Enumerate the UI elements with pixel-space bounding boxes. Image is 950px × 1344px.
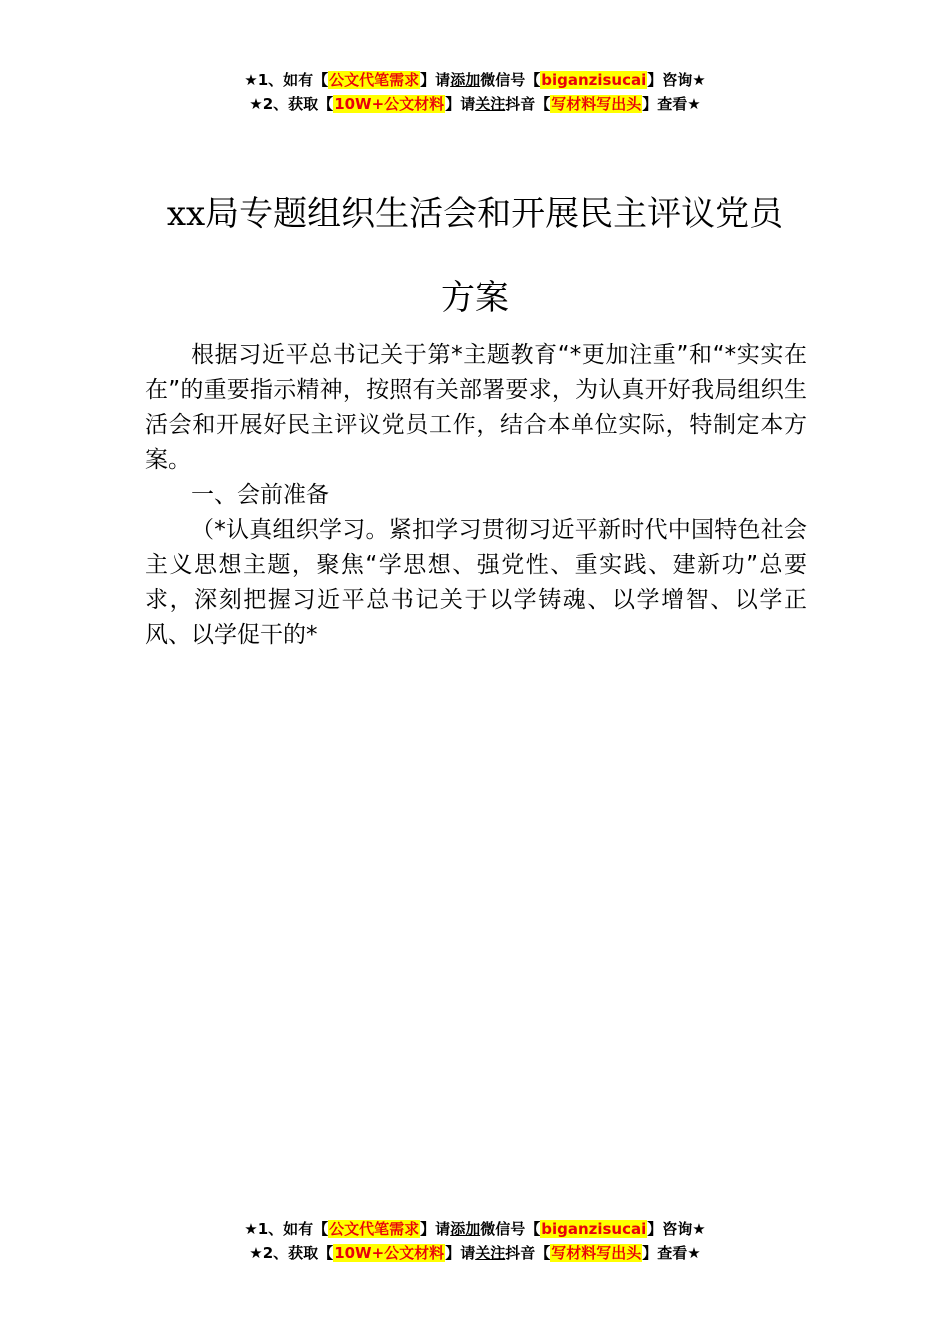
document-body [145, 338, 807, 653]
promo-line-1: ★1、如有【公文代笔需求】请添加微信号【biganzisucai】咨询★ [244, 71, 706, 89]
promo-highlight: biganzisucai [541, 71, 647, 89]
body-paragraph: （*认真组织学习。紧扣学习贯彻习近平新时代中国特色社会主义思想主题，聚焦“学思想、强党性、重实践、建新功”总要求，深刻把握习近平总书记关于以学铸魂、以学增智、以学正风、以学促干的* [145, 517, 807, 648]
promo-highlight: 公文代笔需求 [329, 1220, 420, 1238]
promo-highlight: 10W+公文材料 [334, 1244, 445, 1262]
promo-highlight: 写材料写出头 [551, 95, 642, 113]
promo-highlight: 公文代笔需求 [329, 71, 420, 89]
promo-highlight: 写材料写出头 [551, 1244, 642, 1262]
promo-line-2: ★2、获取【10W+公文材料】请关注抖音【写材料写出头】查看★ [249, 1244, 701, 1262]
title-line-1: xx局专题组织生活会和开展民主评议党员 [166, 194, 784, 234]
promo-highlight: 10W+公文材料 [334, 95, 445, 113]
promo-line-2: ★2、获取【10W+公文材料】请关注抖音【写材料写出头】查看★ [249, 95, 701, 113]
promo-banner-top [0, 68, 950, 116]
intro-paragraph: 根据习近平总书记关于第*主题教育“*更加注重”和“*实实在在”的重要指示精神，按照有关部署要求，为认真开好我局组织生活会和开展好民主评议党员工作，结合本单位实际，特制定本方案。 [145, 342, 807, 473]
section-heading: 一、会前准备 [191, 482, 329, 508]
title-line-2: 方案 [441, 278, 509, 318]
promo-highlight: biganzisucai [541, 1220, 647, 1238]
document-title [0, 172, 950, 340]
promo-banner-bottom [0, 1217, 950, 1265]
promo-line-1: ★1、如有【公文代笔需求】请添加微信号【biganzisucai】咨询★ [244, 1220, 706, 1238]
